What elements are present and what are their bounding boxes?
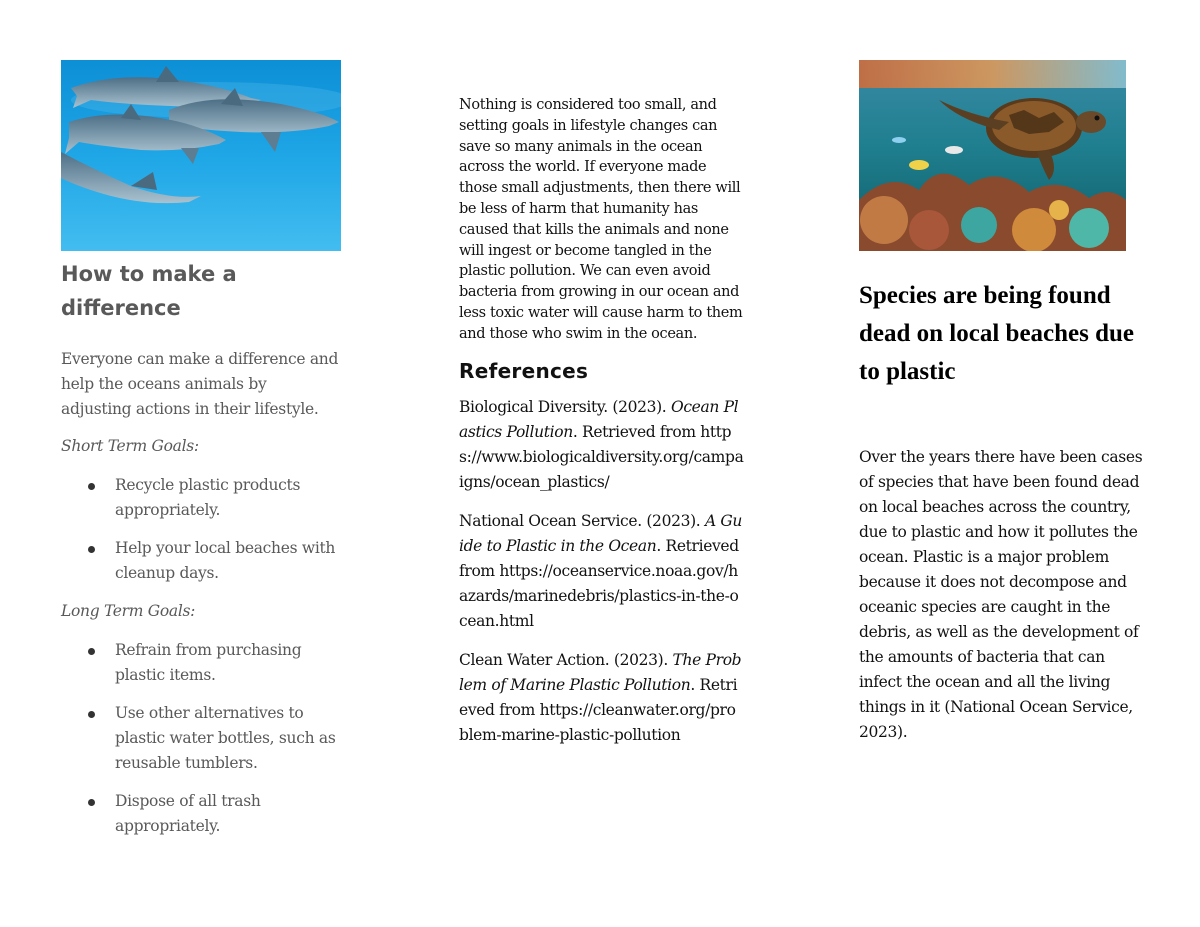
list-item-text: Use other alternatives to plastic water bottles, such as reusable tumblers. xyxy=(115,704,336,772)
bullet-icon xyxy=(88,711,95,718)
reference-author: National Ocean Service. (2023). xyxy=(459,511,701,530)
long-term-goals-list xyxy=(61,638,341,839)
long-term-goals-label: Long Term Goals: xyxy=(61,602,196,620)
reference-url[interactable]: https://www.biologicaldiversity.org/campaigns/ocean_plastics/ xyxy=(459,422,744,491)
bullet-icon xyxy=(88,546,95,553)
bullet-icon xyxy=(88,799,95,806)
reference-title: A Guide to Plastic in the Ocean xyxy=(459,511,743,555)
intro-paragraph: Everyone can make a difference and help the oceans animals by adjusting actions in their lifestyle. xyxy=(61,350,339,418)
list-item xyxy=(61,536,341,586)
sea-turtle-photo xyxy=(859,60,1126,251)
list-item-text: Recycle plastic products appropriately. xyxy=(115,476,301,519)
list-item-text: Refrain from purchasing plastic items. xyxy=(115,641,302,684)
left-panel xyxy=(61,60,341,852)
short-term-goals-list xyxy=(61,473,341,586)
reference-author: Biological Diversity. (2023). xyxy=(459,397,667,416)
reference-title: The Problem of Marine Plastic Pollution xyxy=(459,650,742,694)
reference-entry: Clean Water Action. (2023). The Problem of Marine Plastic Pollution. Retrieved from https://cleanwater.org/problem-marine-plastic-pollution xyxy=(459,650,742,744)
list-item-text: Help your local beaches with cleanup days. xyxy=(115,539,336,582)
list-item xyxy=(61,789,341,839)
list-item xyxy=(61,638,341,688)
reference-url[interactable]: https://oceanservice.noaa.gov/hazards/marinedebris/plastics-in-the-ocean.html xyxy=(459,561,739,630)
right-paragraph: Over the years there have been cases of species that have been found dead on local beaches across the country, due to plastic and how it pollutes the ocean. Plastic is a major problem because it does not decompose and oceanic species are caught in the debris, as well as the development of the amounts of bacteria that can infect the ocean and all the living things in it (National Ocean Service, 2023). xyxy=(859,448,1143,741)
bullet-icon xyxy=(88,483,95,490)
short-term-goals-label: Short Term Goals: xyxy=(61,437,199,455)
reference-title: Ocean Plastics Pollution xyxy=(459,397,739,441)
reference-url[interactable]: https://cleanwater.org/problem-marine-plastic-pollution xyxy=(459,700,736,744)
list-item xyxy=(61,701,341,776)
reference-entry: Biological Diversity. (2023). Ocean Plastics Pollution. Retrieved from https://www.biologicaldiversity.org/campaigns/ocean_plastics/ xyxy=(459,397,744,491)
section-heading: How to make a difference xyxy=(61,262,237,320)
reference-author: Clean Water Action. (2023). xyxy=(459,650,668,669)
reference-retrieved: Retrieved from xyxy=(582,422,696,441)
dolphins-photo xyxy=(61,60,341,251)
right-panel xyxy=(859,60,1149,745)
middle-panel xyxy=(459,95,744,762)
reference-entry: National Ocean Service. (2023). A Guide to Plastic in the Ocean. Retrieved from https://oceanservice.noaa.gov/hazards/marinedebris/plastics-in-the-ocean.html xyxy=(459,511,743,630)
bullet-icon xyxy=(88,648,95,655)
middle-paragraph: Nothing is considered too small, and setting goals in lifestyle changes can save so many animals in the ocean across the world. If everyone made those small adjustments, then there will be less of harm that humanity has caused that kills the animals and none will ingest or become tangled in the plastic pollution. We can even avoid bacteria from growing in our ocean and less toxic water will cause harm to them and those who swim in the ocean. xyxy=(459,97,743,342)
reference-retrieved: Retrieved from xyxy=(459,536,739,580)
page-title: Species are being found dead on local beaches due to plastic xyxy=(859,282,1135,385)
reference-retrieved: Retrieved from xyxy=(459,675,738,719)
references-heading: References xyxy=(459,358,589,383)
list-item xyxy=(61,473,341,523)
list-item-text: Dispose of all trash appropriately. xyxy=(115,792,261,835)
